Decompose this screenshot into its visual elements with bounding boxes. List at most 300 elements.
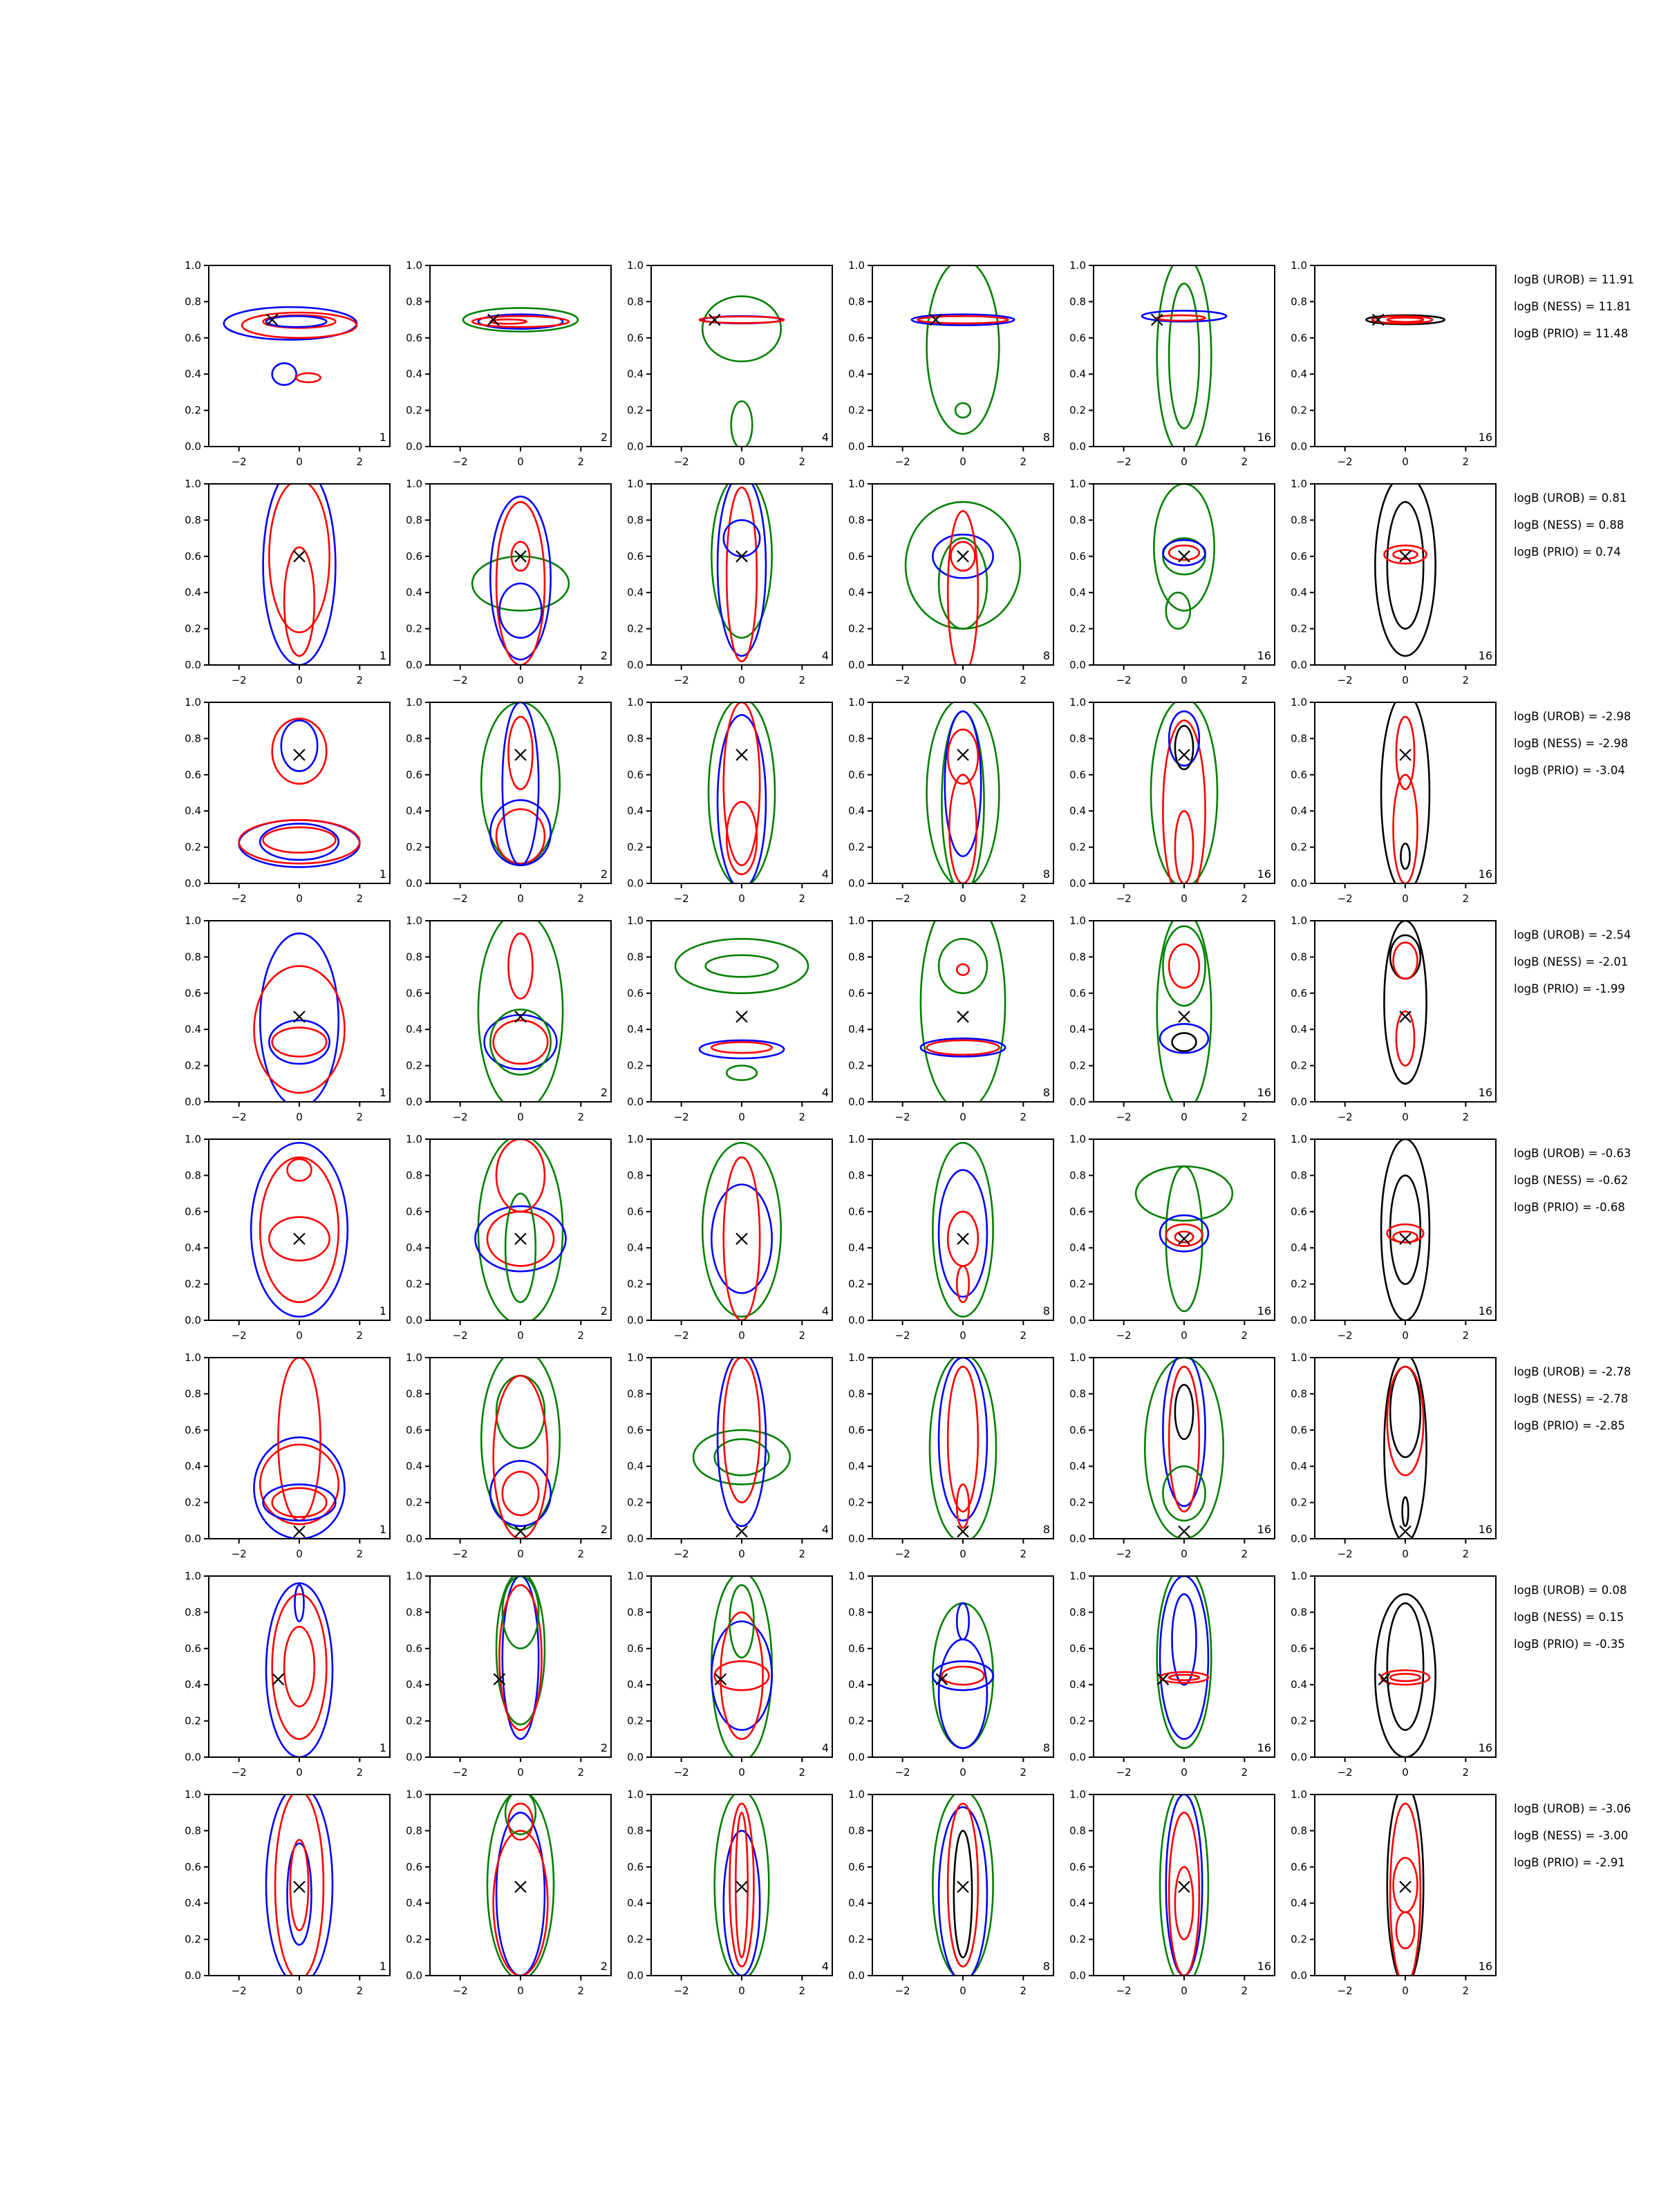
axes-frame <box>1094 702 1275 883</box>
panel-r8-c1 <box>185 1785 390 1997</box>
y-tick-label: 0.8 <box>406 732 422 745</box>
black-contour <box>1381 693 1430 892</box>
black-contour <box>954 1830 972 1957</box>
red-contour <box>727 487 757 662</box>
x-tick-label: −2 <box>894 1548 910 1560</box>
panel-r4-c6 <box>1291 915 1496 1123</box>
x-tick-label: 0 <box>959 456 966 468</box>
x-tick-label: 2 <box>577 674 585 686</box>
contour-group <box>932 1603 993 1748</box>
true-value-marker <box>957 1011 968 1022</box>
true-value-marker <box>736 1526 747 1537</box>
red-contour <box>254 966 345 1093</box>
logb-annotation: logB (UROB) = -2.78 <box>1514 1365 1631 1378</box>
contour-group <box>709 699 775 889</box>
blue-contour <box>266 1785 332 1985</box>
panel-r7-c5 <box>1069 1567 1275 1779</box>
panel-r1-c5 <box>1069 256 1275 468</box>
panel-count-badge: 16 <box>1478 649 1492 662</box>
true-value-marker <box>294 749 305 760</box>
panel-count-badge: 4 <box>821 1304 829 1318</box>
y-tick-label: 1.0 <box>1069 696 1086 709</box>
y-tick-label: 0.0 <box>406 1969 422 1982</box>
x-tick-label: 2 <box>356 456 364 468</box>
red-contour <box>948 1367 978 1512</box>
axes-frame <box>1094 1794 1275 1976</box>
y-tick-label: 0.0 <box>185 1751 201 1763</box>
blue-contour <box>1166 1794 1202 1976</box>
y-tick-label: 0.6 <box>406 1423 422 1436</box>
y-tick-label: 0.6 <box>406 768 422 781</box>
x-tick-label: 2 <box>1462 1766 1470 1779</box>
panel-count-badge: 16 <box>1257 1741 1271 1754</box>
y-tick-label: 0.0 <box>627 877 644 890</box>
axes-frame <box>872 265 1053 447</box>
true-value-marker <box>515 1233 526 1244</box>
y-tick-label: 1.0 <box>627 478 644 490</box>
green-contour <box>1151 699 1217 887</box>
green-contour <box>702 297 781 362</box>
green-contour <box>481 702 560 865</box>
panel-r4-c1 <box>185 915 390 1123</box>
y-tick-label: 1.0 <box>185 259 201 272</box>
y-tick-label: 1.0 <box>627 1788 644 1801</box>
panel-r3-c5 <box>1069 696 1275 905</box>
x-tick-label: 0 <box>517 892 524 905</box>
x-tick-label: −2 <box>231 1766 247 1779</box>
y-tick-label: 1.0 <box>406 1788 422 1801</box>
axes-frame <box>651 921 832 1102</box>
x-tick-label: 2 <box>1020 892 1027 905</box>
x-tick-label: 2 <box>356 1766 364 1779</box>
y-tick-label: 0.2 <box>185 1933 201 1946</box>
y-tick-label: 0.8 <box>1069 1387 1086 1400</box>
panel-r3-c4 <box>848 696 1053 905</box>
contour-group <box>930 1354 996 1542</box>
y-tick-label: 0.6 <box>1291 1642 1307 1655</box>
panel-r1-c6 <box>1291 259 1496 468</box>
contour-group <box>921 894 1005 1111</box>
y-tick-label: 1.0 <box>848 696 865 709</box>
y-tick-label: 0.0 <box>1291 1969 1307 1982</box>
red-contour <box>724 702 760 865</box>
contour-group <box>472 496 569 665</box>
y-tick-label: 0.4 <box>848 1241 865 1255</box>
x-tick-label: −2 <box>452 456 468 468</box>
contour-group <box>1384 1354 1426 1542</box>
x-tick-label: 0 <box>296 1766 303 1779</box>
x-tick-label: 2 <box>798 1766 806 1779</box>
contour-group <box>1375 1594 1435 1757</box>
y-tick-label: 0.4 <box>1291 1023 1307 1036</box>
green-contour <box>702 1143 781 1317</box>
y-tick-label: 0.4 <box>1291 1897 1307 1910</box>
true-value-marker <box>1179 1882 1190 1893</box>
y-tick-label: 0.2 <box>848 1496 865 1509</box>
x-tick-label: 0 <box>296 1329 303 1342</box>
panel-r4-c5 <box>1069 912 1275 1123</box>
y-tick-label: 0.8 <box>627 1169 644 1182</box>
axes-frame <box>430 265 611 447</box>
y-tick-label: 0.6 <box>627 768 644 781</box>
y-tick-label: 0.2 <box>1069 1496 1086 1509</box>
red-contour <box>272 1028 327 1057</box>
y-tick-label: 0.4 <box>627 368 644 381</box>
x-tick-label: 0 <box>959 1766 966 1779</box>
y-tick-label: 0.2 <box>848 404 865 417</box>
y-tick-label: 0.0 <box>627 1533 644 1545</box>
y-tick-label: 0.2 <box>406 622 422 635</box>
y-tick-label: 0.2 <box>185 1714 201 1727</box>
x-tick-label: −2 <box>673 1548 689 1560</box>
red-contour <box>949 775 976 883</box>
contour-group <box>254 1358 345 1539</box>
red-contour <box>1175 1232 1193 1243</box>
x-tick-label: 0 <box>1402 1766 1409 1779</box>
panel-count-badge: 2 <box>600 1086 608 1099</box>
x-tick-label: 0 <box>1181 674 1188 686</box>
true-value-marker <box>709 315 720 326</box>
logb-annotation: logB (UROB) = -2.54 <box>1514 928 1631 941</box>
contour-group <box>496 1573 545 1739</box>
true-value-marker <box>294 1233 305 1244</box>
y-tick-label: 0.0 <box>1069 1751 1086 1763</box>
y-tick-label: 0.6 <box>848 331 865 344</box>
y-tick-label: 1.0 <box>185 1788 201 1801</box>
y-tick-label: 0.8 <box>848 295 865 308</box>
y-tick-label: 0.2 <box>848 1277 865 1291</box>
y-tick-label: 0.8 <box>627 1606 644 1619</box>
green-contour <box>727 1066 757 1080</box>
contour-group <box>1381 693 1430 892</box>
green-contour <box>955 403 971 418</box>
true-value-marker <box>736 1233 747 1244</box>
x-tick-label: 2 <box>577 1329 585 1342</box>
y-tick-label: 0.2 <box>1291 622 1307 635</box>
contour-group <box>239 719 360 868</box>
blue-contour <box>263 1484 336 1520</box>
blue-contour <box>281 720 317 771</box>
y-tick-label: 0.8 <box>1291 732 1307 745</box>
x-tick-label: 0 <box>1181 456 1188 468</box>
x-tick-label: 0 <box>296 1111 303 1123</box>
x-tick-label: −2 <box>673 1985 689 1997</box>
contour-group <box>702 1143 781 1320</box>
true-value-marker <box>1179 1526 1190 1537</box>
y-tick-label: 0.8 <box>1069 1169 1086 1182</box>
y-tick-label: 1.0 <box>1069 259 1086 272</box>
axes-frame <box>209 1139 390 1320</box>
panel-count-badge: 16 <box>1257 1086 1271 1099</box>
logb-annotation: logB (UROB) = -3.06 <box>1514 1802 1631 1815</box>
axes-frame <box>1094 265 1275 447</box>
y-tick-label: 0.4 <box>1291 368 1307 381</box>
axes-frame <box>209 484 390 665</box>
y-tick-label: 1.0 <box>627 259 644 272</box>
y-tick-label: 0.0 <box>627 659 644 671</box>
panel-count-badge: 4 <box>821 431 829 444</box>
x-tick-label: −2 <box>1116 1985 1132 1997</box>
blue-contour <box>718 475 766 656</box>
true-value-marker <box>294 551 305 562</box>
y-tick-label: 0.2 <box>185 404 201 417</box>
panel-count-badge: 2 <box>600 649 608 662</box>
y-tick-label: 0.8 <box>1291 514 1307 527</box>
panel-r7-c3 <box>627 1570 832 1779</box>
y-tick-label: 0.2 <box>406 1277 422 1291</box>
x-tick-label: 2 <box>1462 1548 1470 1560</box>
green-contour <box>1136 1166 1232 1221</box>
y-tick-label: 0.6 <box>1069 331 1086 344</box>
y-tick-label: 0.4 <box>406 1241 422 1255</box>
logb-annotation: logB (UROB) = 0.08 <box>1514 1584 1627 1597</box>
panel-count-badge: 1 <box>379 1960 386 1973</box>
y-tick-label: 0.0 <box>406 1533 422 1545</box>
y-tick-label: 0.6 <box>848 550 865 563</box>
y-tick-label: 0.0 <box>1069 877 1086 890</box>
y-tick-label: 1.0 <box>627 915 644 927</box>
x-tick-label: 0 <box>517 1766 524 1779</box>
panel-count-badge: 4 <box>821 1523 829 1536</box>
y-tick-label: 0.2 <box>406 841 422 854</box>
red-contour <box>1394 775 1418 883</box>
y-tick-label: 0.4 <box>1291 586 1307 599</box>
blue-contour <box>251 1143 348 1317</box>
y-tick-label: 0.6 <box>185 331 201 344</box>
y-tick-label: 0.6 <box>848 1423 865 1436</box>
y-tick-label: 0.6 <box>627 1860 644 1873</box>
panel-count-badge: 1 <box>379 1741 386 1754</box>
x-tick-label: 0 <box>959 674 966 686</box>
x-tick-label: −2 <box>1116 1329 1132 1342</box>
axes-frame <box>209 702 390 883</box>
y-tick-label: 0.4 <box>185 1241 201 1255</box>
x-tick-label: 0 <box>296 1985 303 1997</box>
contour-group <box>478 912 563 1111</box>
red-contour <box>730 1803 754 1967</box>
x-tick-label: 0 <box>959 892 966 905</box>
red-contour <box>503 1472 538 1515</box>
y-tick-label: 0.6 <box>627 331 644 344</box>
y-tick-label: 0.0 <box>1069 1533 1086 1545</box>
y-tick-label: 0.6 <box>1069 986 1086 1000</box>
panel-count-badge: 8 <box>1042 1960 1050 1973</box>
blue-contour <box>1160 1576 1208 1739</box>
blue-contour <box>490 496 550 659</box>
y-tick-label: 0.2 <box>406 404 422 417</box>
panel-r6-c6 <box>1291 1351 1496 1560</box>
red-contour <box>1169 944 1199 988</box>
y-tick-label: 0.6 <box>627 1423 644 1436</box>
y-tick-label: 0.8 <box>1069 732 1086 745</box>
x-tick-label: 2 <box>1241 1985 1248 1997</box>
y-tick-label: 0.4 <box>185 368 201 381</box>
panel-r2-c1 <box>185 466 390 686</box>
panel-count-badge: 2 <box>600 1741 608 1754</box>
x-tick-label: 2 <box>577 1985 585 1997</box>
y-tick-label: 0.0 <box>627 1314 644 1327</box>
red-contour <box>1169 1812 1199 1976</box>
axes-frame <box>209 921 390 1102</box>
x-tick-label: −2 <box>452 892 468 905</box>
red-contour <box>918 316 1009 323</box>
contour-group <box>263 466 336 665</box>
y-tick-label: 0.4 <box>1069 1023 1086 1036</box>
y-tick-label: 1.0 <box>627 1570 644 1582</box>
green-contour <box>505 1194 536 1302</box>
y-tick-label: 0.6 <box>1291 1423 1307 1436</box>
y-tick-label: 1.0 <box>406 1570 422 1582</box>
green-contour <box>706 955 778 977</box>
red-contour <box>1157 315 1206 321</box>
contour-group <box>1375 475 1435 656</box>
panel-r1-c2 <box>406 259 611 468</box>
y-tick-label: 0.4 <box>627 1241 644 1255</box>
y-tick-label: 0.2 <box>627 1714 644 1727</box>
y-tick-label: 1.0 <box>1069 1570 1086 1582</box>
x-tick-label: 0 <box>738 1548 745 1560</box>
blue-contour <box>490 1461 550 1526</box>
panel-r5-c6 <box>1291 1133 1496 1342</box>
panel-count-badge: 16 <box>1478 868 1492 881</box>
x-tick-label: 2 <box>1241 674 1248 686</box>
panel-count-badge: 1 <box>379 868 386 881</box>
axes-frame <box>430 1794 611 1976</box>
red-contour <box>284 547 315 656</box>
axes-frame <box>651 265 832 447</box>
logb-annotation: logB (PRIO) = 11.48 <box>1514 327 1629 340</box>
x-tick-label: −2 <box>231 1548 247 1560</box>
y-tick-label: 0.4 <box>185 1460 201 1473</box>
contour-group <box>1384 921 1426 1084</box>
logb-annotation: logB (PRIO) = -2.91 <box>1514 1856 1625 1869</box>
y-tick-label: 0.2 <box>185 1496 201 1509</box>
y-tick-label: 0.2 <box>1069 622 1086 635</box>
y-tick-label: 0.8 <box>627 514 644 527</box>
y-tick-label: 0.6 <box>185 1642 201 1655</box>
red-contour <box>1390 1674 1421 1680</box>
panel-r3-c3 <box>627 696 832 905</box>
logb-annotation: logB (UROB) = 11.91 <box>1514 273 1634 286</box>
y-tick-label: 0.8 <box>185 950 201 964</box>
y-tick-label: 0.8 <box>848 514 865 527</box>
y-tick-label: 1.0 <box>848 259 865 272</box>
green-contour <box>1157 912 1212 1111</box>
x-tick-label: 2 <box>356 1548 364 1560</box>
contour-group <box>1381 1139 1430 1320</box>
y-tick-label: 0.0 <box>1291 1751 1307 1763</box>
axes-frame <box>209 1794 390 1976</box>
panel-count-badge: 2 <box>600 1960 608 1973</box>
green-contour <box>478 912 563 1111</box>
green-contour <box>715 1439 769 1475</box>
y-tick-label: 0.0 <box>406 1751 422 1763</box>
green-contour <box>496 1376 545 1448</box>
x-tick-label: 0 <box>1181 1329 1188 1342</box>
y-tick-label: 0.8 <box>848 1169 865 1182</box>
true-value-marker <box>736 1011 747 1022</box>
x-tick-label: −2 <box>1337 892 1353 905</box>
y-tick-label: 0.2 <box>1069 1933 1086 1946</box>
y-tick-label: 0.2 <box>1069 404 1086 417</box>
y-tick-label: 0.2 <box>1291 1496 1307 1509</box>
y-tick-label: 1.0 <box>185 696 201 709</box>
contour-group <box>224 307 357 385</box>
logb-annotation: logB (NESS) = 0.15 <box>1514 1611 1624 1624</box>
panel-r1-c4 <box>848 259 1053 468</box>
blue-contour <box>1160 1024 1208 1053</box>
x-tick-label: −2 <box>1337 1766 1353 1779</box>
y-tick-label: 0.8 <box>1069 1606 1086 1619</box>
logb-annotation: logB (PRIO) = -3.04 <box>1514 764 1625 777</box>
panel-r3-c2 <box>406 696 611 905</box>
y-tick-label: 0.2 <box>1291 841 1307 854</box>
x-tick-label: 2 <box>1241 1766 1248 1779</box>
y-tick-label: 1.0 <box>1291 915 1307 927</box>
panel-count-badge: 16 <box>1257 431 1271 444</box>
green-contour <box>503 1576 538 1649</box>
red-contour <box>472 316 569 327</box>
contour-group <box>927 699 1000 892</box>
green-contour <box>906 502 1020 628</box>
red-contour <box>290 1840 308 1931</box>
red-contour <box>494 1020 548 1064</box>
blue-contour <box>921 1038 1005 1056</box>
y-tick-label: 0.2 <box>848 1059 865 1072</box>
y-tick-label: 0.2 <box>1291 404 1307 417</box>
y-tick-label: 1.0 <box>406 696 422 709</box>
y-tick-label: 0.6 <box>848 986 865 1000</box>
y-tick-label: 0.2 <box>185 841 201 854</box>
true-value-marker <box>515 749 526 760</box>
panel-count-badge: 2 <box>600 1523 608 1536</box>
x-tick-label: 2 <box>798 1548 806 1560</box>
y-tick-label: 0.4 <box>1069 586 1086 599</box>
y-tick-label: 1.0 <box>1291 478 1307 490</box>
y-tick-label: 0.2 <box>1069 1277 1086 1291</box>
y-tick-label: 0.8 <box>185 295 201 308</box>
y-tick-label: 0.4 <box>406 1678 422 1691</box>
x-tick-label: −2 <box>673 674 689 686</box>
y-tick-label: 0.6 <box>1291 1205 1307 1218</box>
x-tick-label: −2 <box>452 1548 468 1560</box>
true-value-marker <box>1400 551 1411 562</box>
y-tick-label: 0.8 <box>185 1606 201 1619</box>
x-tick-label: −2 <box>673 1329 689 1342</box>
panel-count-badge: 16 <box>1257 649 1271 662</box>
logb-annotation: logB (NESS) = -2.01 <box>1514 955 1629 968</box>
y-tick-label: 1.0 <box>848 1351 865 1364</box>
y-tick-label: 0.6 <box>1291 986 1307 1000</box>
y-tick-label: 0.8 <box>406 295 422 308</box>
y-tick-label: 1.0 <box>185 1351 201 1364</box>
true-value-marker <box>736 749 747 760</box>
x-tick-label: 0 <box>296 456 303 468</box>
red-contour <box>1387 317 1423 321</box>
blue-contour <box>939 1358 987 1521</box>
panel-r6-c5 <box>1069 1351 1275 1560</box>
x-tick-label: 2 <box>356 892 364 905</box>
x-tick-label: −2 <box>1116 456 1132 468</box>
y-tick-label: 0.6 <box>406 1642 422 1655</box>
y-tick-label: 0.2 <box>848 841 865 854</box>
y-tick-label: 0.8 <box>1291 1387 1307 1400</box>
x-tick-label: 0 <box>517 1548 524 1560</box>
red-contour <box>1396 1912 1414 1948</box>
y-tick-label: 0.0 <box>185 1533 201 1545</box>
black-contour <box>1375 1594 1435 1757</box>
contour-group <box>711 1573 771 1761</box>
